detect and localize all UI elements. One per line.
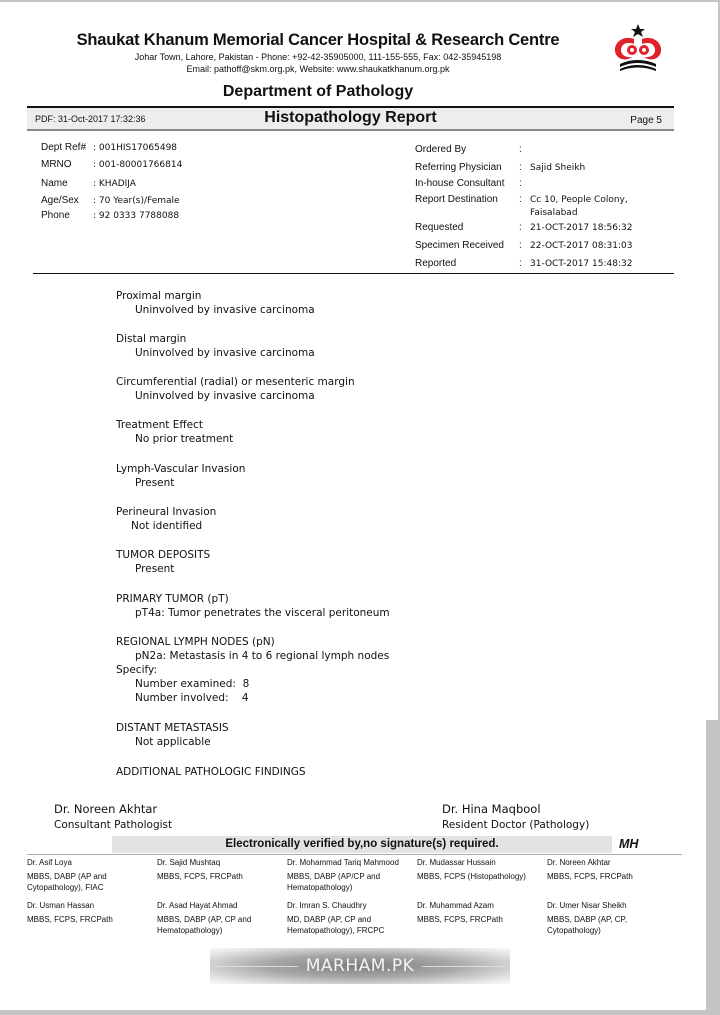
page-number: Page 5	[630, 115, 662, 126]
finding-circumferential-margin: Circumferential (radial) or mesenteric margin Uninvolved by invasive carcinoma	[116, 376, 355, 402]
staff-member: Dr. Muhammad Azam MBBS, FCPS, FRCPath	[417, 901, 503, 924]
staff-member: Dr. Noreen Akhtar MBBS, FCPS, FRCPath	[547, 858, 633, 881]
received-value: 22-OCT-2017 08:31:03	[530, 241, 633, 251]
finding-regional-lymph-nodes: REGIONAL LYMPH NODES (pN) pN2a: Metastasis in 4 to 6 regional lymph nodes Specify: Number examined: 8 Number involved: 4	[116, 636, 390, 704]
viewer-background	[0, 1010, 720, 1015]
destination-label: Report Destination	[415, 194, 498, 205]
inhouse-label: In-house Consultant	[415, 178, 505, 189]
signature-consultant	[54, 801, 172, 833]
dept-ref-label: Dept Ref#	[41, 142, 87, 153]
referring-value: Sajid Sheikh	[530, 163, 586, 173]
pdf-date: PDF: 31-Oct-2017 17:32:36	[35, 114, 146, 124]
report-page: Shaukat Khanum Memorial Cancer Hospital & Research Centre Johar Town, Lahore, Pakistan - Phone: +92-42-35905000, 111-155-555, Fax: 042-35945198 Email: pathoff@skm.org.pk, Website: www.shaukatkhanum.org.pk Department of Pathology PDF: 31-Oct-2017 17:32:36 Histopathology Report Page 5 Dept Ref# : 001HIS17065498 MRNO : 001-80001766814 Name : KHADIJA Age/Sex : 70 Year(s)/Female Phone : 92 0333 7788088 Ordered By : Referring Physician : Sajid Sheikh In-house Consultant : Report Destination : Cc 10, People Colony, Faisalabad Requested : 21-OCT-2017 18:56:32 Specimen Received : 22-OCT-2017 08:31:03 Reported : 31-OCT-2017 15:48:32 Proximal margin Uninvolved by invasive carcinoma Distal margin Uninvolved by invasive carcinoma Circumferential (radial) or mesenteric margin Uninvolved by invasive carcinoma Treatment Effect No prior treatment Lymph-Vascular Invasion Present Perineural Invasion Not identified TUMOR DEPOSITS Present PRIMARY TUMOR (pT) pT4a: Tumor penetrates the visceral peritoneum REGIONAL LYMPH NODES (pN) pN2a: Metastasis in 4 to 6 regional lymph nodes Specify: Number examined: 8 Number involved: 4 DISTANT METASTASIS Not applicable ADDITIONAL PATHOLOGIC FINDINGS Dr. Noreen Akhtar Consultant Pathologist Dr. Hina Maqbool Resident Doctor (Pathology) Electronically verified by,no signature(s) required. MH Dr. Asif Loya MBBS, DABP (AP and Cytopathology), FIAC Dr. Sajid Mushtaq MBBS, FCPS, FRCPath Dr. Mohammad Tariq Mahmood MBBS, DABP (AP/CP and Hematopathology) Dr. Mudassar Hussain MBBS, FCPS (Histopathology) Dr. Noreen Akhtar MBBS, FCPS, FRCPath Dr. Usman Hassan MBBS, FCPS, FRCPath Dr. Asad Hayat Ahmad MBBS, DABP (AP, CP and Hematopathology) Dr. Imran S. Chaudhry MD, DABP (AP, CP and Hematopathology), FRCPC Dr. Muhammad Azam MBBS, FCPS, FRCPath Dr. Umer Nisar Sheikh MBBS, DABP (AP, CP, Cytopathology) MARHAM.PK	[0, 2, 718, 1010]
reported-value: 31-OCT-2017 15:48:32	[530, 259, 633, 269]
hospital-contact: Email: pathoff@skm.org.pk, Website: www.shaukatkhanum.org.pk	[186, 64, 450, 74]
divider	[33, 273, 674, 274]
verification-banner: Electronically verified by,no signature(s) required.	[112, 836, 612, 853]
mrno-value: : 001-80001766814	[93, 160, 183, 170]
viewer-scrollbar[interactable]	[706, 720, 720, 1015]
staff-member: Dr. Mohammad Tariq Mahmood MBBS, DABP (AP/CP and Hematopathology)	[287, 858, 399, 892]
phone-row	[41, 210, 179, 221]
name-label: Name	[41, 178, 68, 189]
resident-role: Resident Doctor (Pathology)	[442, 819, 590, 831]
initials: MH	[619, 837, 639, 851]
watermark	[210, 948, 510, 984]
report-banner	[27, 108, 674, 131]
phone-label: Phone	[41, 210, 70, 221]
divider	[27, 854, 682, 855]
referring-label: Referring Physician	[415, 162, 502, 173]
requested-value: 21-OCT-2017 18:56:32	[530, 223, 633, 233]
staff-member: Dr. Umer Nisar Sheikh MBBS, DABP (AP, CP, Cytopathology)	[547, 901, 628, 935]
finding-distal-margin: Distal margin Uninvolved by invasive carcinoma	[116, 333, 315, 359]
finding-distant-metastasis: DISTANT METASTASIS Not applicable	[116, 722, 229, 748]
hospital-name: Shaukat Khanum Memorial Cancer Hospital & Research Centre	[76, 31, 560, 49]
hospital-logo-icon	[610, 22, 666, 72]
finding-perineural-invasion: Perineural Invasion Not identified	[116, 506, 217, 532]
finding-proximal-margin: Proximal margin Uninvolved by invasive carcinoma	[116, 290, 315, 316]
mrno-label: MRNO	[41, 159, 72, 170]
dept-ref-value: : 001HIS17065498	[93, 143, 178, 153]
watermark-text: MARHAM.PK	[305, 956, 415, 976]
received-label: Specimen Received	[415, 240, 504, 251]
finding-primary-tumor: PRIMARY TUMOR (pT) pT4a: Tumor penetrates the visceral peritoneum	[116, 593, 390, 619]
finding-tumor-deposits: TUMOR DEPOSITS Present	[116, 549, 211, 575]
dept-ref-row	[41, 142, 177, 153]
consultant-role: Consultant Pathologist	[54, 819, 173, 831]
requested-label: Requested	[415, 222, 464, 233]
mrno-row	[41, 159, 182, 170]
report-title: Histopathology Report	[264, 109, 437, 126]
signature-resident	[442, 801, 589, 833]
staff-member: Dr. Mudassar Hussain MBBS, FCPS (Histopathology)	[417, 858, 526, 881]
reported-label: Reported	[415, 258, 457, 269]
staff-member: Dr. Imran S. Chaudhry MD, DABP (AP, CP and Hematopathology), FRCPC	[287, 901, 385, 935]
destination-value: Cc 10, People Colony, Faisalabad	[530, 195, 628, 218]
hospital-address: Johar Town, Lahore, Pakistan - Phone: +92-42-35905000, 111-155-555, Fax: 042-35945198	[134, 52, 502, 62]
staff-member: Dr. Asif Loya MBBS, DABP (AP and Cytopathology), FIAC	[27, 858, 107, 892]
department-title: Department of Pathology	[222, 83, 414, 100]
age-sex-value: : 70 Year(s)/Female	[93, 196, 180, 206]
phone-value: : 92 0333 7788088	[93, 211, 180, 221]
resident-name: Dr. Hina Maqbool	[442, 802, 541, 816]
age-sex-row	[41, 195, 180, 206]
staff-member: Dr. Usman Hassan MBBS, FCPS, FRCPath	[27, 901, 113, 924]
staff-member: Dr. Asad Hayat Ahmad MBBS, DABP (AP, CP and Hematopathology)	[157, 901, 252, 935]
consultant-name: Dr. Noreen Akhtar	[54, 802, 158, 816]
ordered-by-label: Ordered By	[415, 144, 467, 155]
staff-member: Dr. Sajid Mushtaq MBBS, FCPS, FRCPath	[157, 858, 243, 881]
finding-additional-findings: ADDITIONAL PATHOLOGIC FINDINGS	[116, 766, 306, 778]
name-row	[41, 178, 136, 189]
finding-lymph-vascular-invasion: Lymph-Vascular Invasion Present	[116, 463, 246, 489]
name-value: : KHADIJA	[93, 179, 136, 189]
finding-treatment-effect: Treatment Effect No prior treatment	[116, 419, 234, 445]
age-sex-label: Age/Sex	[41, 195, 79, 206]
